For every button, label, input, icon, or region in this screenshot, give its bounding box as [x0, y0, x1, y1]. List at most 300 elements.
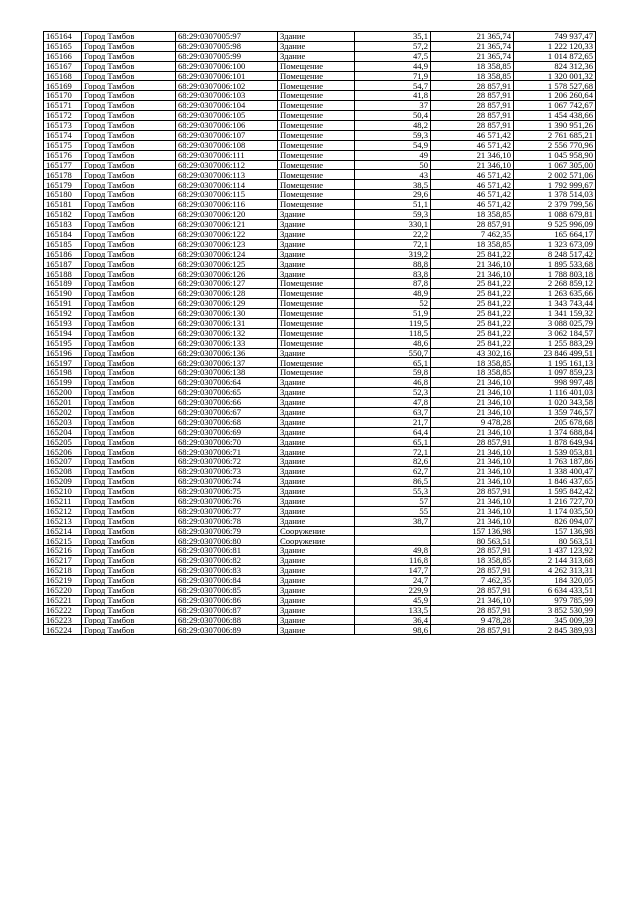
row-id-cell: 165198 — [44, 368, 82, 378]
cadastral-value-cell: 1 320 001,32 — [514, 71, 596, 81]
object-type-cell: Здание — [278, 457, 355, 467]
object-type-cell: Помещение — [278, 338, 355, 348]
cadastral-value-cell: 979 785,99 — [514, 595, 596, 605]
cadastral-value-cell: 2 144 313,68 — [514, 556, 596, 566]
row-id-cell: 165211 — [44, 496, 82, 506]
table-row — [44, 536, 596, 546]
object-type-cell: Помещение — [278, 121, 355, 131]
cadastral-value-cell: 2 556 770,96 — [514, 140, 596, 150]
object-type-cell: Здание — [278, 506, 355, 516]
area-cell: 87,8 — [355, 279, 431, 289]
specific-value-cell: 9 478,28 — [431, 615, 514, 625]
row-id-cell: 165171 — [44, 101, 82, 111]
object-type-cell: Помещение — [278, 318, 355, 328]
object-type-cell: Помещение — [278, 358, 355, 368]
cadastral-number-cell: 68:29:0307006:104 — [176, 101, 278, 111]
city-cell: Город Тамбов — [82, 229, 176, 239]
object-type-cell: Здание — [278, 556, 355, 566]
city-cell: Город Тамбов — [82, 111, 176, 121]
cadastral-value-cell: 1 097 859,23 — [514, 368, 596, 378]
specific-value-cell: 46 571,42 — [431, 170, 514, 180]
object-type-cell: Здание — [278, 417, 355, 427]
area-cell: 133,5 — [355, 605, 431, 615]
cadastral-value-cell: 1 454 438,66 — [514, 111, 596, 121]
cadastral-value-cell: 2 379 799,56 — [514, 200, 596, 210]
row-id-cell: 165203 — [44, 417, 82, 427]
row-id-cell: 165208 — [44, 467, 82, 477]
area-cell: 88,8 — [355, 259, 431, 269]
object-type-cell: Помещение — [278, 150, 355, 160]
table-row — [44, 338, 596, 348]
area-cell: 65,1 — [355, 437, 431, 447]
object-type-cell: Помещение — [278, 200, 355, 210]
cadastral-number-cell: 68:29:0307006:129 — [176, 299, 278, 309]
object-type-cell: Помещение — [278, 289, 355, 299]
row-id-cell: 165167 — [44, 61, 82, 71]
table-row — [44, 130, 596, 140]
cadastral-value-cell: 1 763 187,86 — [514, 457, 596, 467]
table-row — [44, 289, 596, 299]
specific-value-cell: 18 358,85 — [431, 239, 514, 249]
city-cell: Город Тамбов — [82, 615, 176, 625]
area-cell: 47,5 — [355, 51, 431, 61]
cadastral-value-cell: 1 020 343,58 — [514, 397, 596, 407]
cadastral-number-cell: 68:29:0307006:107 — [176, 130, 278, 140]
table-row — [44, 81, 596, 91]
specific-value-cell: 21 346,10 — [431, 378, 514, 388]
object-type-cell: Помещение — [278, 81, 355, 91]
cadastral-number-cell: 68:29:0307006:66 — [176, 397, 278, 407]
cadastral-value-cell: 1 088 679,81 — [514, 210, 596, 220]
cadastral-number-cell: 68:29:0307006:101 — [176, 71, 278, 81]
object-type-cell: Помещение — [278, 328, 355, 338]
cadastral-number-cell: 68:29:0307006:73 — [176, 467, 278, 477]
row-id-cell: 165182 — [44, 210, 82, 220]
specific-value-cell: 28 857,91 — [431, 546, 514, 556]
cadastral-number-cell: 68:29:0307006:79 — [176, 526, 278, 536]
cadastral-number-cell: 68:29:0307006:81 — [176, 546, 278, 556]
table-row — [44, 32, 596, 42]
table-row — [44, 328, 596, 338]
specific-value-cell: 21 346,10 — [431, 496, 514, 506]
row-id-cell: 165166 — [44, 51, 82, 61]
cadastral-number-cell: 68:29:0307006:113 — [176, 170, 278, 180]
object-type-cell: Здание — [278, 546, 355, 556]
specific-value-cell: 28 857,91 — [431, 625, 514, 635]
row-id-cell: 165202 — [44, 407, 82, 417]
area-cell: 57 — [355, 496, 431, 506]
area-cell: 62,7 — [355, 467, 431, 477]
cadastral-number-cell: 68:29:0307006:68 — [176, 417, 278, 427]
city-cell: Город Тамбов — [82, 378, 176, 388]
row-id-cell: 165192 — [44, 308, 82, 318]
row-id-cell: 165191 — [44, 299, 82, 309]
table-row — [44, 249, 596, 259]
specific-value-cell: 25 841,22 — [431, 328, 514, 338]
cadastral-number-cell: 68:29:0307006:78 — [176, 516, 278, 526]
cadastral-value-cell: 1 359 746,57 — [514, 407, 596, 417]
object-type-cell: Здание — [278, 516, 355, 526]
table-row — [44, 368, 596, 378]
table-row — [44, 417, 596, 427]
object-type-cell: Здание — [278, 249, 355, 259]
city-cell: Город Тамбов — [82, 101, 176, 111]
cadastral-number-cell: 68:29:0307006:131 — [176, 318, 278, 328]
row-id-cell: 165207 — [44, 457, 82, 467]
cadastral-value-cell: 3 062 184,57 — [514, 328, 596, 338]
table-row — [44, 566, 596, 576]
table-row — [44, 378, 596, 388]
city-cell: Город Тамбов — [82, 585, 176, 595]
table-row — [44, 437, 596, 447]
area-cell: 55 — [355, 506, 431, 516]
specific-value-cell: 21 346,10 — [431, 447, 514, 457]
table-row — [44, 170, 596, 180]
city-cell: Город Тамбов — [82, 328, 176, 338]
area-cell: 54,7 — [355, 81, 431, 91]
cadastral-value-cell: 3 852 530,99 — [514, 605, 596, 615]
object-type-cell: Сооружение — [278, 536, 355, 546]
cadastral-value-cell: 2 002 571,06 — [514, 170, 596, 180]
area-cell: 72,1 — [355, 447, 431, 457]
object-type-cell: Здание — [278, 447, 355, 457]
specific-value-cell: 28 857,91 — [431, 111, 514, 121]
object-type-cell: Здание — [278, 566, 355, 576]
area-cell: 54,9 — [355, 140, 431, 150]
row-id-cell: 165176 — [44, 150, 82, 160]
table-row — [44, 41, 596, 51]
specific-value-cell: 46 571,42 — [431, 200, 514, 210]
area-cell: 36,4 — [355, 615, 431, 625]
specific-value-cell: 28 857,91 — [431, 121, 514, 131]
specific-value-cell: 28 857,91 — [431, 219, 514, 229]
object-type-cell: Здание — [278, 575, 355, 585]
specific-value-cell: 18 358,85 — [431, 368, 514, 378]
city-cell: Город Тамбов — [82, 81, 176, 91]
table-row — [44, 625, 596, 635]
object-type-cell: Здание — [278, 239, 355, 249]
cadastral-number-cell: 68:29:0307006:137 — [176, 358, 278, 368]
cadastral-number-cell: 68:29:0307006:121 — [176, 219, 278, 229]
cadastral-number-cell: 68:29:0307006:74 — [176, 477, 278, 487]
object-type-cell: Помещение — [278, 160, 355, 170]
specific-value-cell: 18 358,85 — [431, 71, 514, 81]
city-cell: Город Тамбов — [82, 526, 176, 536]
specific-value-cell: 21 346,10 — [431, 467, 514, 477]
object-type-cell: Помещение — [278, 71, 355, 81]
table-row — [44, 546, 596, 556]
cadastral-value-cell: 1 578 527,68 — [514, 81, 596, 91]
table-row — [44, 101, 596, 111]
cadastral-number-cell: 68:29:0307005:97 — [176, 32, 278, 42]
row-id-cell: 165173 — [44, 121, 82, 131]
object-type-cell: Здание — [278, 41, 355, 51]
area-cell: 229,9 — [355, 585, 431, 595]
specific-value-cell: 43 302,16 — [431, 348, 514, 358]
row-id-cell: 165170 — [44, 91, 82, 101]
cadastral-value-cell: 2 268 859,12 — [514, 279, 596, 289]
row-id-cell: 165178 — [44, 170, 82, 180]
area-cell: 44,9 — [355, 61, 431, 71]
row-id-cell: 165174 — [44, 130, 82, 140]
area-cell: 37 — [355, 101, 431, 111]
row-id-cell: 165168 — [44, 71, 82, 81]
cadastral-value-cell: 1 174 035,50 — [514, 506, 596, 516]
cadastral-number-cell: 68:29:0307006:76 — [176, 496, 278, 506]
table-row — [44, 585, 596, 595]
area-cell: 21,7 — [355, 417, 431, 427]
table-row — [44, 595, 596, 605]
cadastral-number-cell: 68:29:0307006:138 — [176, 368, 278, 378]
row-id-cell: 165196 — [44, 348, 82, 358]
specific-value-cell: 46 571,42 — [431, 180, 514, 190]
area-cell: 47,8 — [355, 397, 431, 407]
specific-value-cell: 18 358,85 — [431, 358, 514, 368]
area-cell: 49,8 — [355, 546, 431, 556]
object-type-cell: Здание — [278, 625, 355, 635]
cadastral-number-cell: 68:29:0307006:88 — [176, 615, 278, 625]
area-cell — [355, 526, 431, 536]
cadastral-value-cell: 3 088 025,79 — [514, 318, 596, 328]
specific-value-cell: 25 841,22 — [431, 338, 514, 348]
city-cell: Город Тамбов — [82, 150, 176, 160]
area-cell: 83,8 — [355, 269, 431, 279]
cadastral-value-cell: 1 895 533,68 — [514, 259, 596, 269]
specific-value-cell: 80 563,51 — [431, 536, 514, 546]
cadastral-value-cell: 1 195 161,13 — [514, 358, 596, 368]
city-cell: Город Тамбов — [82, 407, 176, 417]
specific-value-cell: 28 857,91 — [431, 566, 514, 576]
table-row — [44, 200, 596, 210]
city-cell: Город Тамбов — [82, 190, 176, 200]
table-row — [44, 51, 596, 61]
city-cell: Город Тамбов — [82, 180, 176, 190]
city-cell: Город Тамбов — [82, 595, 176, 605]
cadastral-number-cell: 68:29:0307006:86 — [176, 595, 278, 605]
area-cell: 59,3 — [355, 130, 431, 140]
row-id-cell: 165212 — [44, 506, 82, 516]
specific-value-cell: 21 346,10 — [431, 427, 514, 437]
cadastral-value-cell: 824 312,36 — [514, 61, 596, 71]
city-cell: Город Тамбов — [82, 397, 176, 407]
object-type-cell: Здание — [278, 269, 355, 279]
area-cell: 43 — [355, 170, 431, 180]
row-id-cell: 165221 — [44, 595, 82, 605]
specific-value-cell: 28 857,91 — [431, 486, 514, 496]
cadastral-value-cell: 1 878 649,94 — [514, 437, 596, 447]
area-cell: 52 — [355, 299, 431, 309]
area-cell: 51,9 — [355, 308, 431, 318]
specific-value-cell: 21 346,10 — [431, 457, 514, 467]
table-row — [44, 71, 596, 81]
table-row — [44, 121, 596, 131]
cadastral-value-cell: 749 937,47 — [514, 32, 596, 42]
object-type-cell: Помещение — [278, 279, 355, 289]
area-cell: 98,6 — [355, 625, 431, 635]
area-cell: 82,6 — [355, 457, 431, 467]
row-id-cell: 165218 — [44, 566, 82, 576]
row-id-cell: 165179 — [44, 180, 82, 190]
row-id-cell: 165200 — [44, 388, 82, 398]
cadastral-number-cell: 68:29:0307006:77 — [176, 506, 278, 516]
row-id-cell: 165194 — [44, 328, 82, 338]
specific-value-cell: 21 346,10 — [431, 595, 514, 605]
specific-value-cell: 28 857,91 — [431, 605, 514, 615]
cadastral-number-cell: 68:29:0307006:84 — [176, 575, 278, 585]
object-type-cell: Здание — [278, 407, 355, 417]
area-cell: 64,4 — [355, 427, 431, 437]
city-cell: Город Тамбов — [82, 91, 176, 101]
cadastral-value-cell: 2 761 685,21 — [514, 130, 596, 140]
cadastral-number-cell: 68:29:0307006:130 — [176, 308, 278, 318]
area-cell: 63,7 — [355, 407, 431, 417]
area-cell: 50,4 — [355, 111, 431, 121]
row-id-cell: 165201 — [44, 397, 82, 407]
cadastral-number-cell: 68:29:0307006:111 — [176, 150, 278, 160]
row-id-cell: 165175 — [44, 140, 82, 150]
cadastral-number-cell: 68:29:0307006:133 — [176, 338, 278, 348]
table-row — [44, 358, 596, 368]
city-cell: Город Тамбов — [82, 536, 176, 546]
row-id-cell: 165186 — [44, 249, 82, 259]
object-type-cell: Помещение — [278, 308, 355, 318]
cadastral-value-cell: 184 320,05 — [514, 575, 596, 585]
city-cell: Город Тамбов — [82, 546, 176, 556]
cadastral-value-cell: 9 525 996,09 — [514, 219, 596, 229]
area-cell: 65,1 — [355, 358, 431, 368]
object-type-cell: Здание — [278, 595, 355, 605]
city-cell: Город Тамбов — [82, 299, 176, 309]
cadastral-value-cell: 1 341 159,32 — [514, 308, 596, 318]
cadastral-number-cell: 68:29:0307006:67 — [176, 407, 278, 417]
table-row — [44, 447, 596, 457]
cadastral-number-cell: 68:29:0307006:105 — [176, 111, 278, 121]
row-id-cell: 165183 — [44, 219, 82, 229]
row-id-cell: 165185 — [44, 239, 82, 249]
cadastral-value-cell: 1 067 305,00 — [514, 160, 596, 170]
row-id-cell: 165215 — [44, 536, 82, 546]
table-row — [44, 605, 596, 615]
area-cell: 86,5 — [355, 477, 431, 487]
cadastral-value-cell: 1 263 635,66 — [514, 289, 596, 299]
cadastral-number-cell: 68:29:0307006:71 — [176, 447, 278, 457]
cadastral-value-cell: 1 539 053,81 — [514, 447, 596, 457]
specific-value-cell: 21 346,10 — [431, 477, 514, 487]
table-row — [44, 111, 596, 121]
table-row — [44, 615, 596, 625]
object-type-cell: Здание — [278, 388, 355, 398]
city-cell: Город Тамбов — [82, 308, 176, 318]
specific-value-cell: 46 571,42 — [431, 140, 514, 150]
table-row — [44, 486, 596, 496]
cadastral-value-cell: 1 045 958,90 — [514, 150, 596, 160]
city-cell: Город Тамбов — [82, 566, 176, 576]
city-cell: Город Тамбов — [82, 219, 176, 229]
city-cell: Город Тамбов — [82, 625, 176, 635]
specific-value-cell: 46 571,42 — [431, 190, 514, 200]
table-row — [44, 496, 596, 506]
specific-value-cell: 157 136,98 — [431, 526, 514, 536]
cadastral-number-cell: 68:29:0307006:89 — [176, 625, 278, 635]
cadastral-value-cell: 1 116 401,03 — [514, 388, 596, 398]
cadastral-number-cell: 68:29:0307006:128 — [176, 289, 278, 299]
row-id-cell: 165206 — [44, 447, 82, 457]
table-body — [44, 32, 596, 635]
cadastral-number-cell: 68:29:0307006:70 — [176, 437, 278, 447]
row-id-cell: 165190 — [44, 289, 82, 299]
specific-value-cell: 21 365,74 — [431, 41, 514, 51]
cadastral-value-cell: 1 343 743,44 — [514, 299, 596, 309]
object-type-cell: Помещение — [278, 368, 355, 378]
city-cell: Город Тамбов — [82, 249, 176, 259]
city-cell: Город Тамбов — [82, 457, 176, 467]
table-row — [44, 269, 596, 279]
city-cell: Город Тамбов — [82, 437, 176, 447]
cadastral-value-cell: 6 634 433,51 — [514, 585, 596, 595]
row-id-cell: 165204 — [44, 427, 82, 437]
specific-value-cell: 7 462,35 — [431, 229, 514, 239]
city-cell: Город Тамбов — [82, 467, 176, 477]
cadastral-value-cell: 157 136,98 — [514, 526, 596, 536]
specific-value-cell: 28 857,91 — [431, 101, 514, 111]
cadastral-value-cell: 1 323 673,09 — [514, 239, 596, 249]
object-type-cell: Помещение — [278, 91, 355, 101]
table-row — [44, 299, 596, 309]
cadastral-number-cell: 68:29:0307006:120 — [176, 210, 278, 220]
object-type-cell: Здание — [278, 259, 355, 269]
cadastral-value-cell: 4 262 313,31 — [514, 566, 596, 576]
area-cell: 147,7 — [355, 566, 431, 576]
area-cell: 330,1 — [355, 219, 431, 229]
cadastral-value-cell: 1 206 260,64 — [514, 91, 596, 101]
table-row — [44, 279, 596, 289]
cadastral-number-cell: 68:29:0307006:80 — [176, 536, 278, 546]
cadastral-number-cell: 68:29:0307006:64 — [176, 378, 278, 388]
row-id-cell: 165217 — [44, 556, 82, 566]
table-row — [44, 239, 596, 249]
object-type-cell: Здание — [278, 437, 355, 447]
cadastral-number-cell: 68:29:0307006:136 — [176, 348, 278, 358]
city-cell: Город Тамбов — [82, 51, 176, 61]
area-cell: 29,6 — [355, 190, 431, 200]
specific-value-cell: 25 841,22 — [431, 289, 514, 299]
table-row — [44, 160, 596, 170]
cadastral-number-cell: 68:29:0307006:115 — [176, 190, 278, 200]
row-id-cell: 165172 — [44, 111, 82, 121]
cadastral-value-cell: 1 846 437,65 — [514, 477, 596, 487]
cadastral-number-cell: 68:29:0307006:116 — [176, 200, 278, 210]
area-cell: 45,9 — [355, 595, 431, 605]
area-cell: 48,2 — [355, 121, 431, 131]
specific-value-cell: 21 346,10 — [431, 407, 514, 417]
specific-value-cell: 25 841,22 — [431, 279, 514, 289]
area-cell: 550,7 — [355, 348, 431, 358]
cadastral-number-cell: 68:29:0307006:114 — [176, 180, 278, 190]
area-cell: 118,5 — [355, 328, 431, 338]
area-cell: 50 — [355, 160, 431, 170]
row-id-cell: 165205 — [44, 437, 82, 447]
row-id-cell: 165216 — [44, 546, 82, 556]
cadastral-value-cell: 826 094,07 — [514, 516, 596, 526]
table-row — [44, 91, 596, 101]
row-id-cell: 165223 — [44, 615, 82, 625]
row-id-cell: 165189 — [44, 279, 82, 289]
specific-value-cell: 21 346,10 — [431, 160, 514, 170]
specific-value-cell: 28 857,91 — [431, 91, 514, 101]
object-type-cell: Помещение — [278, 130, 355, 140]
cadastral-number-cell: 68:29:0307006:125 — [176, 259, 278, 269]
table-row — [44, 397, 596, 407]
